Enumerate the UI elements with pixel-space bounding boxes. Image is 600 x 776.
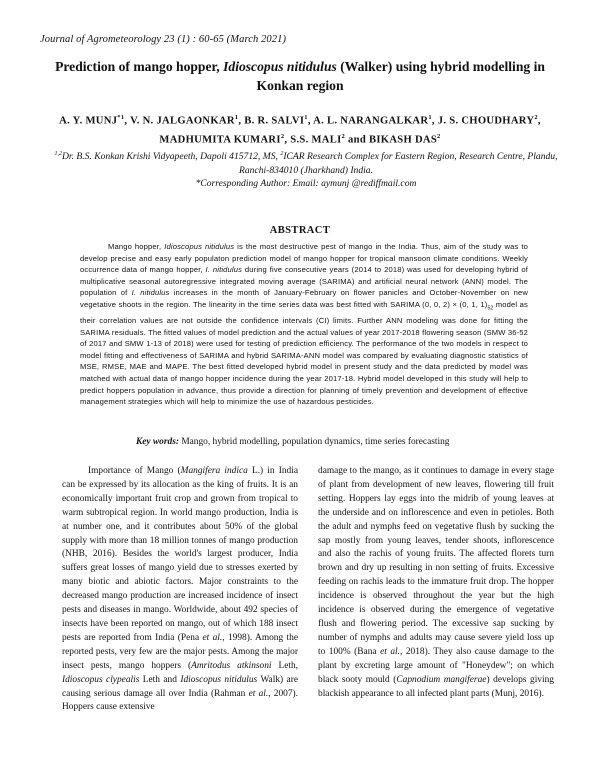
author-name: A. Y. MUNJ (59, 115, 118, 127)
seasonal-subscript: 52 (487, 305, 494, 312)
author-mark: 2 (534, 114, 538, 121)
paper-title (50, 57, 550, 95)
species-name: Idioscopus nitidulus (180, 674, 258, 685)
corresponding-author: *Corresponding Author: Email: aymunj @rediffmail.com (195, 178, 417, 190)
body-text: , 2018). They also cause damage to the plant by excreting large amount of "Honeydew"; on which black sooty mould ( (318, 646, 554, 685)
body-text: , 1998). Among the reported pests, very few are the major pests. Among the major insect pests, mango hoppers ( (62, 632, 298, 671)
abstract-text: increases in the month of January-February on flower panicles and October-November on new vegetative shoots in the region. The linearity in the time series data was best fitted with SARIMA (0, 0, 2) × (0, 1, 1) (80, 288, 528, 309)
author-mark: 2 (437, 133, 441, 141)
author-name: , (537, 115, 541, 127)
author-mark: *1 (117, 114, 125, 121)
abstract-text: during five consecutive years (2014 to 2018) was used for developing hybrid of multiplicative seasonal autoregressive integrated moving average (SARIMA) and artificial neural network (ANN) model. The population of (80, 265, 528, 298)
body-column-left (62, 465, 298, 715)
body-text: Walk) are causing serious damage all over India (Rahman (62, 674, 298, 699)
author-line-1 (40, 110, 560, 129)
author-name: , V. N. JALGAONKAR (124, 115, 235, 127)
keywords-list: Mango, hybrid modelling, population dynamics, time series forecasting (178, 437, 450, 447)
body-text: damage to the mango, as it continues to damage in every stage of plant from development of new leaves, flowering till fruit setting. Hoppers lay eggs into the midrib of young leaves at the underside and on inflorescence and even in petioles. Both the adult and nymphs feed on vegetative flush by sucking the sap mostly from young leaves, tender shoots, inflorescence and also the rachis of young fruits. The affected florets turn brown and dry up resulting in non setting of fruits. Excessive feeding on rachis leads to the immature fruit drop. The hopper incidence is observed throughout the year but the high incidence is observed during the emergence of vegetative flush and flowering period. The excessive sap sucking by number of nymphs and adults may cause severe yield loss up to 100% (Bana (318, 466, 554, 657)
species-name: Amritodus atkinsoni (191, 660, 272, 671)
affiliation-2: ICAR Research Complex for Eastern Region, Research Centre, Plandu, Ranchi-834010 (Jharkhand) India. (238, 151, 558, 176)
affiliation-text (52, 148, 560, 177)
body-text: Importance of Mango ( (88, 466, 181, 476)
author-list (40, 110, 560, 148)
author-line-2 (40, 129, 560, 148)
keywords-label: Key words: (136, 437, 179, 447)
title-species: Idioscopus nitidulus (223, 59, 337, 74)
affiliation-1: Dr. B.S. Konkan Krishi Vidyapeeth, Dapoli 415712, MS, (61, 151, 281, 163)
body-text: , 2007). Hoppers cause extensive (62, 688, 299, 713)
species-name: Capnodium mangiferae (396, 674, 487, 685)
title-part2: (Walker) using hybrid modelling in Konkan region (256, 59, 545, 93)
abstract-body (80, 241, 528, 408)
author-name: and BIKASH DAS (345, 134, 438, 146)
citation-etal: et al. (248, 688, 269, 699)
species-name: Mangifera indica (180, 466, 248, 476)
journal-citation: Journal of Agrometeorology 23 (1) : 60-65 (March 2021) (40, 34, 287, 45)
body-text: L.) in India can be expressed by its allocation as the king of fruits. It is an economically important fruit crop and grown from tropical to warm subtropical region. In world mango production, India is at number one, and it contributes about 50% of the global supply with more than 18 million tonnes of mango production (NHB, 2016). Besides the world's largest producer, India suffers great losses of mango yield due to stresses exerted by many biotic and abiotic factors. Major constraints to the decreased mango production are increased incidence of insect pests and diseases in mango. Worldwide, about 492 species of insects have been reported on mango, out of which 188 insect pests are reported from India (Pena (62, 466, 299, 643)
species-name: Idioscopus clypealis (62, 674, 140, 685)
abstract-text: model as their correlation values are not outside the confidence intervals (CI) limits. Further ANN modeling was done for fitting the SARIMA residuals. The fitted values of model prediction and the actual values of year 2017-2018 flowering season (SMW 36-52 of 2017 and SMW 1-13 of 2018) were used for testing of prediction efficiency. The performance of the two models in respect to model fitting and effectiveness of SARIMA and hybrid SARIMA-ANN model was compared by evaluating diagnostic statistics of MSE, RMSE, MAE and MAPE. The best fitted developed hybrid model in present study and the data predicted by model was matched with actual data of mango hopper incidence during the year 2017-18. Hybrid model developed in this study will help to predict hoppers population in advance, thus provide a direction for planning of timely prevention and development of effective management strategies which will help to minimize the use of hazardous pesticides. (80, 299, 528, 407)
author-mark: 1 (428, 114, 432, 121)
affiliation-mark-2: 2 (280, 151, 284, 157)
author-name: MADHUMITA KUMARI (159, 134, 281, 146)
species-name: I. nitidulus (205, 265, 243, 275)
author-mark: 1 (304, 114, 308, 121)
title-part1: Prediction of mango hopper, (55, 59, 224, 74)
abstract-text: is the most destructive pest of mango in the India. Thus, aim of the study was to develop precise and easy early populaton prediction model of mango hopper for tropical mansoon climate conditions. Weekly occurrence data of mango hopper, (80, 242, 528, 275)
body-text: Leth and (139, 674, 181, 685)
affiliations (52, 148, 560, 191)
author-name: , A. L. NARANGALKAR (307, 115, 429, 127)
citation-etal: et al. (380, 646, 400, 657)
affiliation-mark: 1,2 (54, 151, 62, 157)
body-text: ) develops giving blackish appearance to all infected plant parts (Munj, 2016). (318, 674, 554, 699)
species-name: I. nitidulus (131, 288, 170, 298)
author-mark: 1 (234, 114, 239, 121)
body-column-right (318, 465, 554, 701)
author-name: , S.S. MALI (284, 134, 342, 146)
author-mark: 2 (280, 133, 285, 141)
author-mark: 2 (341, 133, 346, 141)
species-name: Idioscopus nitidulus (164, 242, 235, 251)
author-name: , B. R. SALVI (238, 115, 305, 127)
author-name: , J. S. CHOUDHARY (431, 115, 535, 127)
citation-etal: et al. (202, 632, 223, 643)
abstract-heading: ABSTRACT (269, 225, 331, 236)
body-text: Leth, (271, 660, 298, 671)
keywords (136, 437, 556, 447)
abstract-text: Mango hopper, (108, 242, 165, 251)
